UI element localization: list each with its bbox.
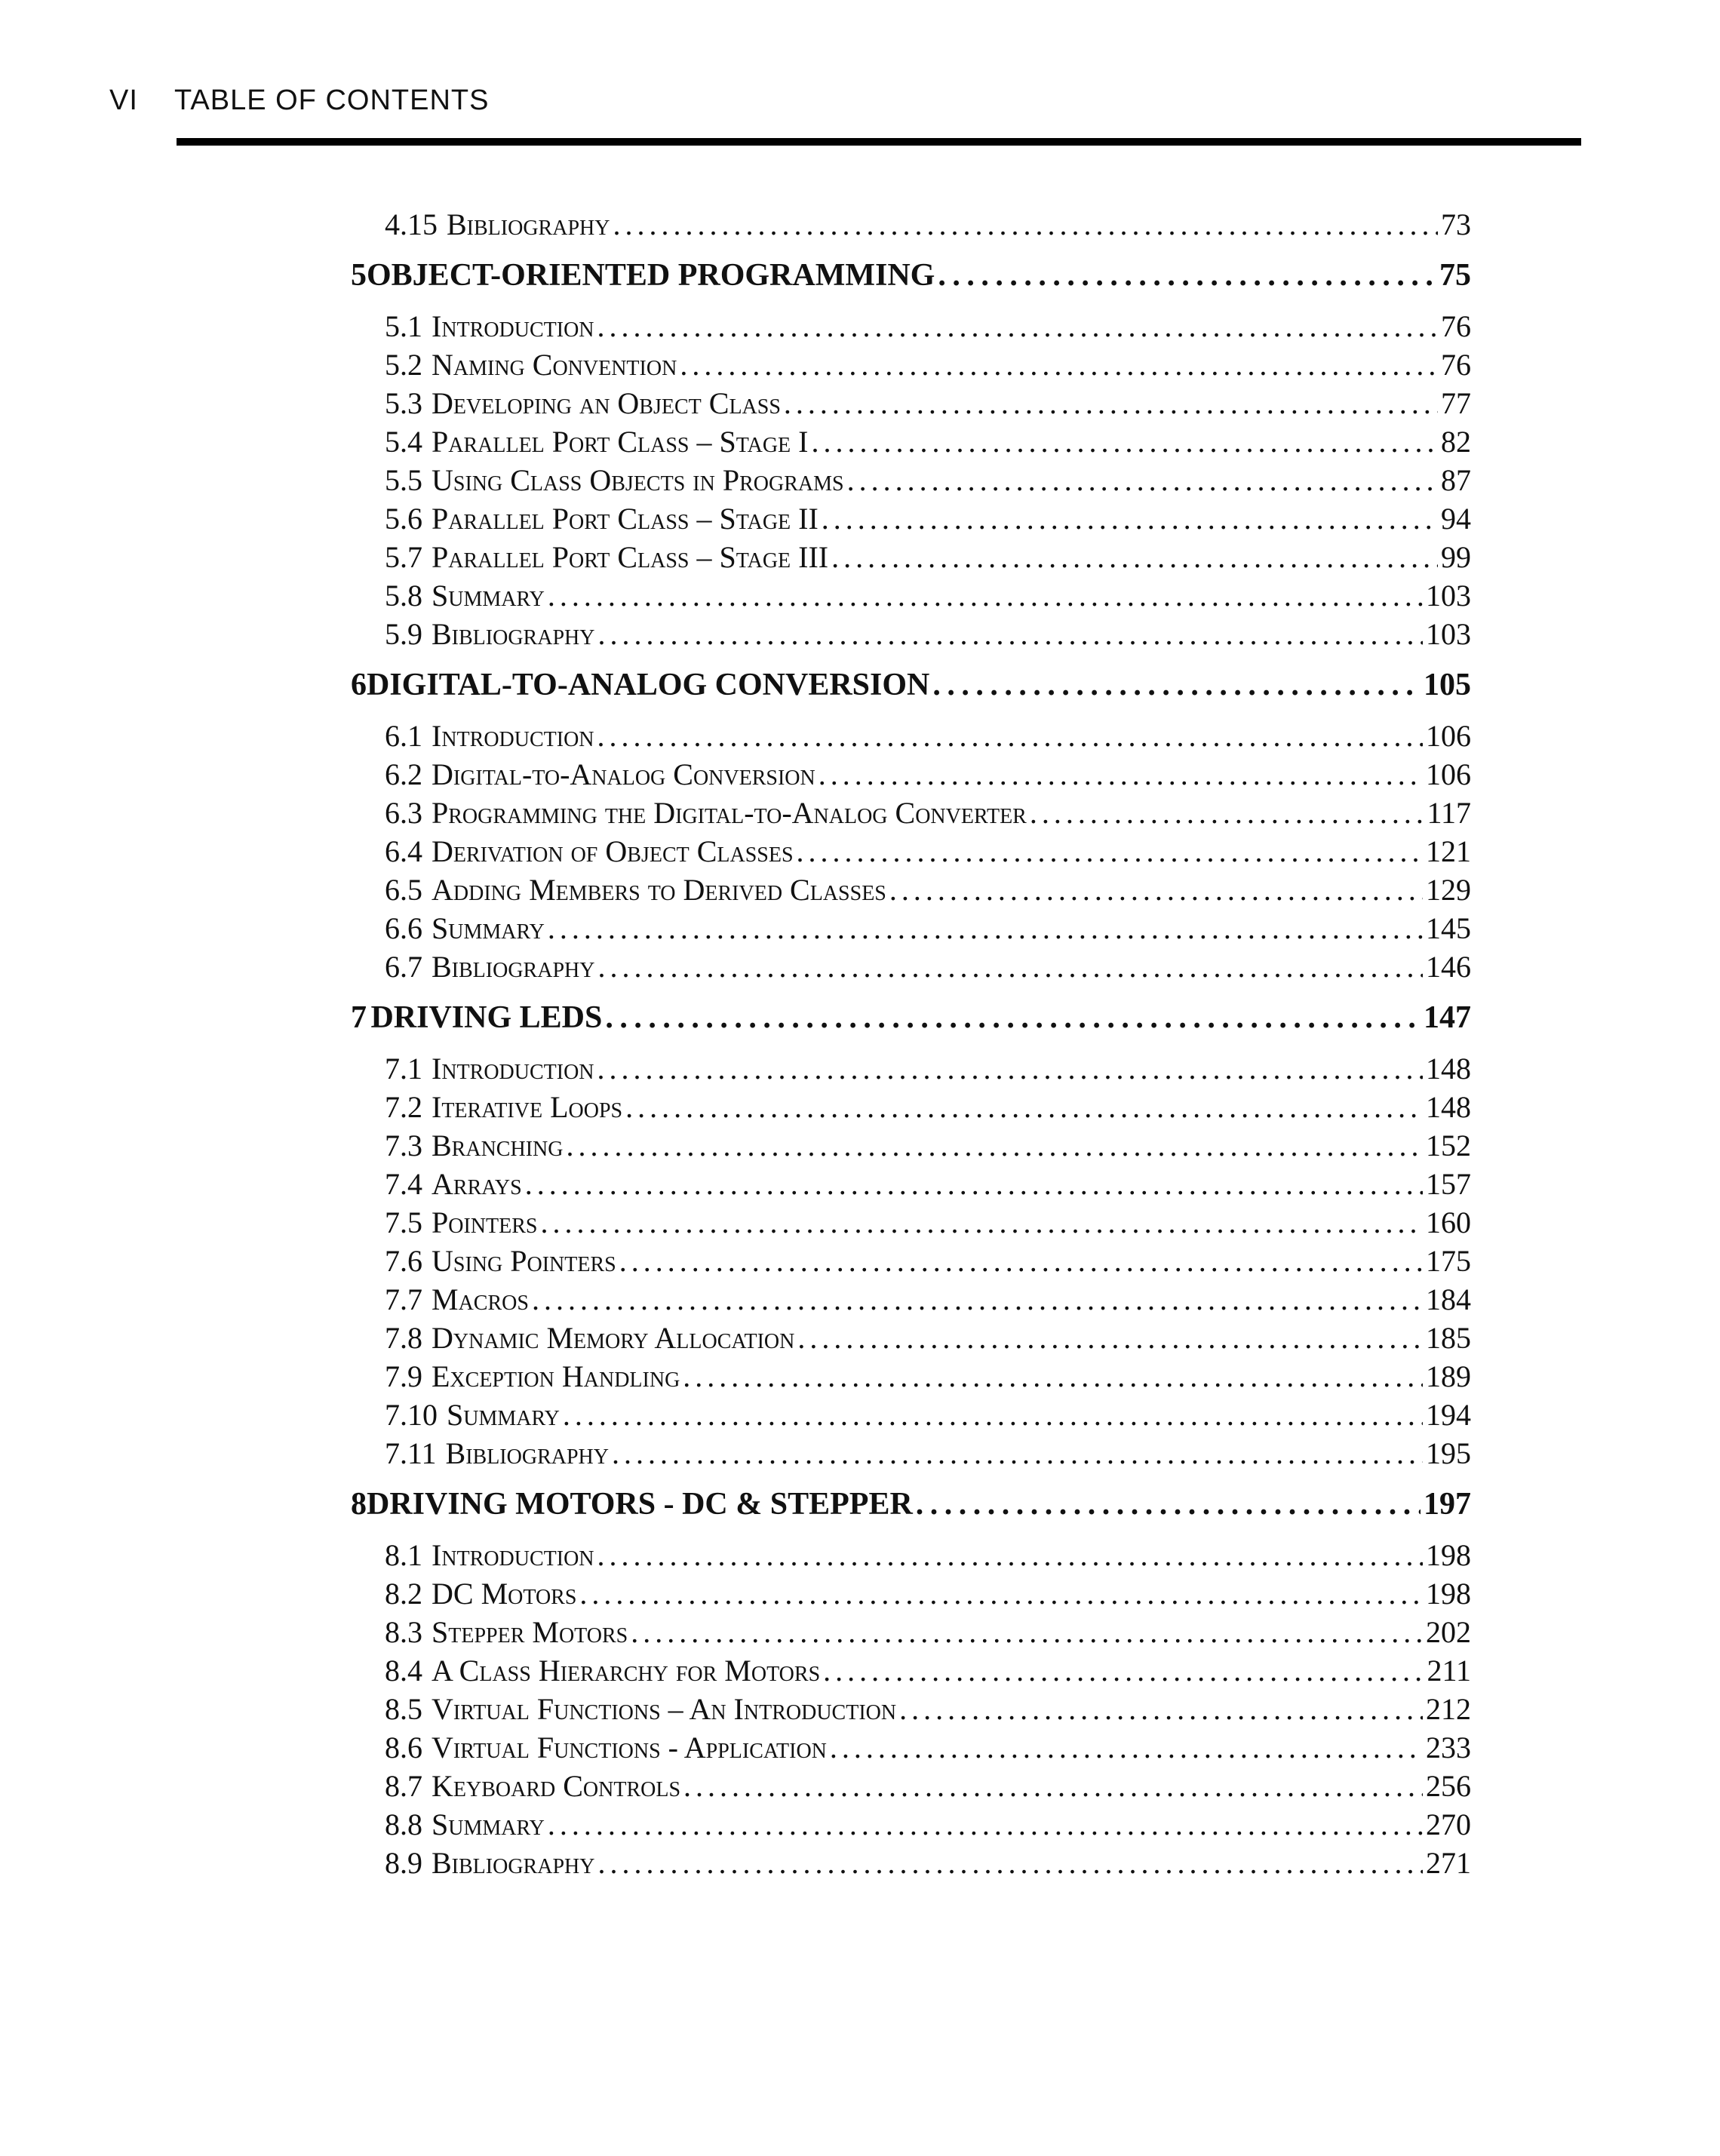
section-title: Virtual Functions - Application [432,1731,827,1764]
section-title: Summary [447,1398,560,1432]
toc-chapter-8[interactable] [351,1480,1471,1528]
section-page: 94 [1441,502,1471,536]
section-number: 8.8 [385,1807,422,1841]
chapter-number: 7 [351,1000,367,1035]
dot-leader [612,1434,1423,1473]
section-number: 7.4 [385,1167,422,1201]
dot-leader [680,346,1438,384]
section-title: Summary [432,1807,545,1841]
section-number: 8.5 [385,1692,422,1726]
section-page: 211 [1427,1654,1471,1688]
section-number: 6.3 [385,796,422,830]
section-number: 6.5 [385,873,422,907]
section-number: 8.2 [385,1577,422,1611]
section-page: 103 [1426,579,1471,613]
toc-section-7-7[interactable] [351,1280,1471,1319]
section-title: Keyboard Controls [432,1769,681,1803]
chapter-title: DRIVING LEDS [370,1000,603,1035]
section-number: 5.6 [385,502,422,536]
section-title: DC Motors [432,1577,577,1611]
section-page: 129 [1426,873,1471,907]
section-number: 7.1 [385,1052,422,1086]
section-title: Bibliography [432,617,595,651]
page-number: VI [109,84,138,116]
toc-section-6-5[interactable] [351,871,1471,909]
section-number: 6.7 [385,950,422,984]
section-title: Stepper Motors [432,1615,628,1649]
chapter-number: 5 [351,258,367,293]
section-number: 5.7 [385,540,422,574]
section-title: Naming Convention [432,348,677,382]
section-title: Pointers [432,1205,538,1239]
dot-leader [683,1357,1423,1396]
section-page: 145 [1426,911,1471,945]
section-title: Virtual Functions – An Introduction [432,1692,897,1726]
toc-section-8-7[interactable] [351,1767,1471,1805]
section-number: 5.5 [385,463,422,497]
section-title: Adding Members to Derived Classes [432,873,886,907]
dot-leader [597,1049,1423,1088]
section-page: 76 [1441,309,1471,343]
dot-leader [525,1165,1423,1203]
section-page: 233 [1426,1731,1471,1764]
dot-leader [1030,794,1424,832]
section-number: 8.1 [385,1538,422,1572]
toc-section-5-9[interactable] [351,615,1471,653]
section-page: 271 [1426,1846,1471,1880]
toc-section-7-2[interactable] [351,1088,1471,1126]
dot-leader [619,1242,1423,1280]
toc-section-7-4[interactable] [351,1165,1471,1203]
dot-leader [597,947,1423,986]
section-number: 6.1 [385,719,422,753]
toc-section-6-7[interactable] [351,947,1471,986]
section-number: 8.3 [385,1615,422,1649]
section-number: 5.4 [385,425,422,459]
dot-leader [683,1767,1423,1805]
section-title: Dynamic Memory Allocation [432,1321,795,1355]
toc-section-8-9[interactable] [351,1844,1471,1882]
toc-section-7-11[interactable] [351,1434,1471,1473]
dot-leader [597,307,1438,346]
dot-leader [932,661,1421,709]
toc-chapter-5[interactable] [351,251,1471,299]
section-page: 82 [1441,425,1471,459]
header-rule [177,138,1581,146]
running-head-title: TABLE OF CONTENTS [174,84,490,116]
toc-section-6-4[interactable] [351,832,1471,871]
section-page: 106 [1426,719,1471,753]
dot-leader [847,461,1438,499]
dot-leader [613,205,1438,244]
toc-section-5-1[interactable] [351,307,1471,346]
section-number: 8.4 [385,1654,422,1688]
section-number: 4.15 [385,207,438,241]
dot-leader [597,717,1423,755]
toc-section-6-2[interactable] [351,755,1471,794]
dot-leader [548,1805,1423,1844]
dot-leader [540,1203,1423,1242]
section-title: Derivation of Object Classes [432,834,794,868]
toc-section-5-3[interactable] [351,384,1471,422]
section-title: Using Class Objects in Programs [432,463,844,497]
toc-section-8-6[interactable] [351,1728,1471,1767]
section-title: Parallel Port Class – Stage III [432,540,829,574]
dot-leader [889,871,1423,909]
section-page: 198 [1426,1538,1471,1572]
toc-section-8-1[interactable] [351,1536,1471,1574]
dot-leader [597,1536,1423,1574]
dot-leader [605,994,1421,1042]
section-title: Macros [432,1282,529,1316]
section-number: 6.4 [385,834,422,868]
section-number: 7.7 [385,1282,422,1316]
toc-section-5-6[interactable] [351,499,1471,538]
section-number: 8.9 [385,1846,422,1880]
dot-leader [784,384,1438,422]
running-head [109,84,489,117]
section-page: 157 [1426,1167,1471,1201]
section-title: Branching [432,1129,564,1162]
section-title: Bibliography [447,207,610,241]
toc-section-7-3[interactable] [351,1126,1471,1165]
chapter-title: OBJECT-ORIENTED PROGRAMMING [367,258,935,293]
section-title: Parallel Port Class – Stage II [432,502,819,536]
toc-section-8-8[interactable] [351,1805,1471,1844]
section-title: Exception Handling [432,1359,680,1393]
section-page: 121 [1426,834,1471,868]
dot-leader [822,499,1438,538]
section-page: 202 [1426,1615,1471,1649]
chapter-title: DRIVING MOTORS - DC & STEPPER [367,1487,913,1522]
dot-leader [566,1126,1423,1165]
section-page: 256 [1426,1769,1471,1803]
toc-section-7-5[interactable] [351,1203,1471,1242]
section-title: Bibliography [432,1846,595,1880]
dot-leader [548,909,1423,947]
section-title: Developing an Object Class [432,386,781,420]
section-title: Iterative Loops [432,1090,623,1124]
toc-section-5-8[interactable] [351,576,1471,615]
section-number: 8.6 [385,1731,422,1764]
section-title: Summary [432,579,545,613]
section-page: 152 [1426,1129,1471,1162]
section-page: 76 [1441,348,1471,382]
section-page: 77 [1441,386,1471,420]
toc-chapter-6[interactable] [351,661,1471,709]
section-title: Arrays [432,1167,522,1201]
section-title: Bibliography [432,950,595,984]
section-page: 184 [1426,1282,1471,1316]
section-page: 198 [1426,1577,1471,1611]
toc-chapter-7[interactable] [351,994,1471,1042]
section-number: 5.9 [385,617,422,651]
chapter-number: 6 [351,668,367,702]
section-page: 103 [1426,617,1471,651]
dot-leader [797,832,1423,871]
section-title: Summary [432,911,545,945]
section-page: 160 [1426,1205,1471,1239]
section-number: 7.11 [385,1436,437,1470]
chapter-number: 8 [351,1487,367,1522]
toc-section-6-6[interactable] [351,909,1471,947]
dot-leader [811,422,1438,461]
section-page: 87 [1441,463,1471,497]
section-number: 7.2 [385,1090,422,1124]
dot-leader [548,576,1423,615]
section-page: 212 [1426,1692,1471,1726]
section-page: 148 [1426,1090,1471,1124]
dot-leader [579,1574,1423,1613]
section-number: 6.6 [385,911,422,945]
section-page: 194 [1426,1398,1471,1432]
toc-section-5-5[interactable] [351,461,1471,499]
section-number: 7.5 [385,1205,422,1239]
chapter-page: 147 [1424,1000,1471,1035]
toc-section-5-2[interactable] [351,346,1471,384]
section-page: 73 [1441,207,1471,241]
section-title: Using Pointers [432,1244,616,1278]
dot-leader [597,1844,1423,1882]
toc-section-5-4[interactable] [351,422,1471,461]
section-title: Parallel Port Class – Stage I [432,425,809,459]
section-page: 148 [1426,1052,1471,1086]
section-page: 99 [1441,540,1471,574]
dot-leader [823,1651,1424,1690]
section-title: Programming the Digital-to-Analog Converter [432,796,1027,830]
section-title: Introduction [432,719,594,753]
toc-section-7-9[interactable] [351,1357,1471,1396]
toc-section-7-8[interactable] [351,1319,1471,1357]
section-number: 6.2 [385,757,422,791]
toc-section-8-2[interactable] [351,1574,1471,1613]
section-number: 7.10 [385,1398,438,1432]
section-number: 5.8 [385,579,422,613]
section-page: 106 [1426,757,1471,791]
chapter-page: 75 [1439,258,1471,293]
section-page: 185 [1426,1321,1471,1355]
section-number: 7.9 [385,1359,422,1393]
section-page: 270 [1426,1807,1471,1841]
toc-section-7-1[interactable] [351,1049,1471,1088]
toc-section-7-10[interactable] [351,1396,1471,1434]
toc-section-8-5[interactable] [351,1690,1471,1728]
dot-leader [625,1088,1423,1126]
section-page: 195 [1426,1436,1471,1470]
dot-leader [631,1613,1423,1651]
section-number: 5.3 [385,386,422,420]
chapter-page: 105 [1424,668,1471,702]
chapter-page: 197 [1424,1487,1471,1522]
section-title: Introduction [432,1052,594,1086]
section-title: Bibliography [445,1436,609,1470]
dot-leader [916,1480,1421,1528]
section-page: 175 [1426,1244,1471,1278]
toc-section-6-1[interactable] [351,717,1471,755]
dot-leader [831,538,1438,576]
section-title: A Class Hierarchy for Motors [432,1654,821,1688]
dot-leader [819,755,1423,794]
toc-section-6-3[interactable] [351,794,1471,832]
dot-leader [938,251,1436,299]
toc-section-4-15[interactable] [351,205,1471,244]
chapter-title: DIGITAL-TO-ANALOG CONVERSION [367,668,930,702]
section-title: Introduction [432,309,594,343]
toc-section-5-7[interactable] [351,538,1471,576]
toc-section-8-3[interactable] [351,1613,1471,1651]
dot-leader [563,1396,1423,1434]
section-title: Introduction [432,1538,594,1572]
table-of-contents [351,205,1471,1882]
section-page: 189 [1426,1359,1471,1393]
toc-section-7-6[interactable] [351,1242,1471,1280]
section-number: 5.2 [385,348,422,382]
toc-section-8-4[interactable] [351,1651,1471,1690]
dot-leader [532,1280,1423,1319]
section-number: 8.7 [385,1769,422,1803]
section-number: 5.1 [385,309,422,343]
section-page: 146 [1426,950,1471,984]
dot-leader [899,1690,1423,1728]
dot-leader [597,615,1423,653]
section-page: 117 [1427,796,1471,830]
section-number: 7.8 [385,1321,422,1355]
section-title: Digital-to-Analog Conversion [432,757,815,791]
dot-leader [797,1319,1423,1357]
section-number: 7.3 [385,1129,422,1162]
section-number: 7.6 [385,1244,422,1278]
dot-leader [830,1728,1423,1767]
